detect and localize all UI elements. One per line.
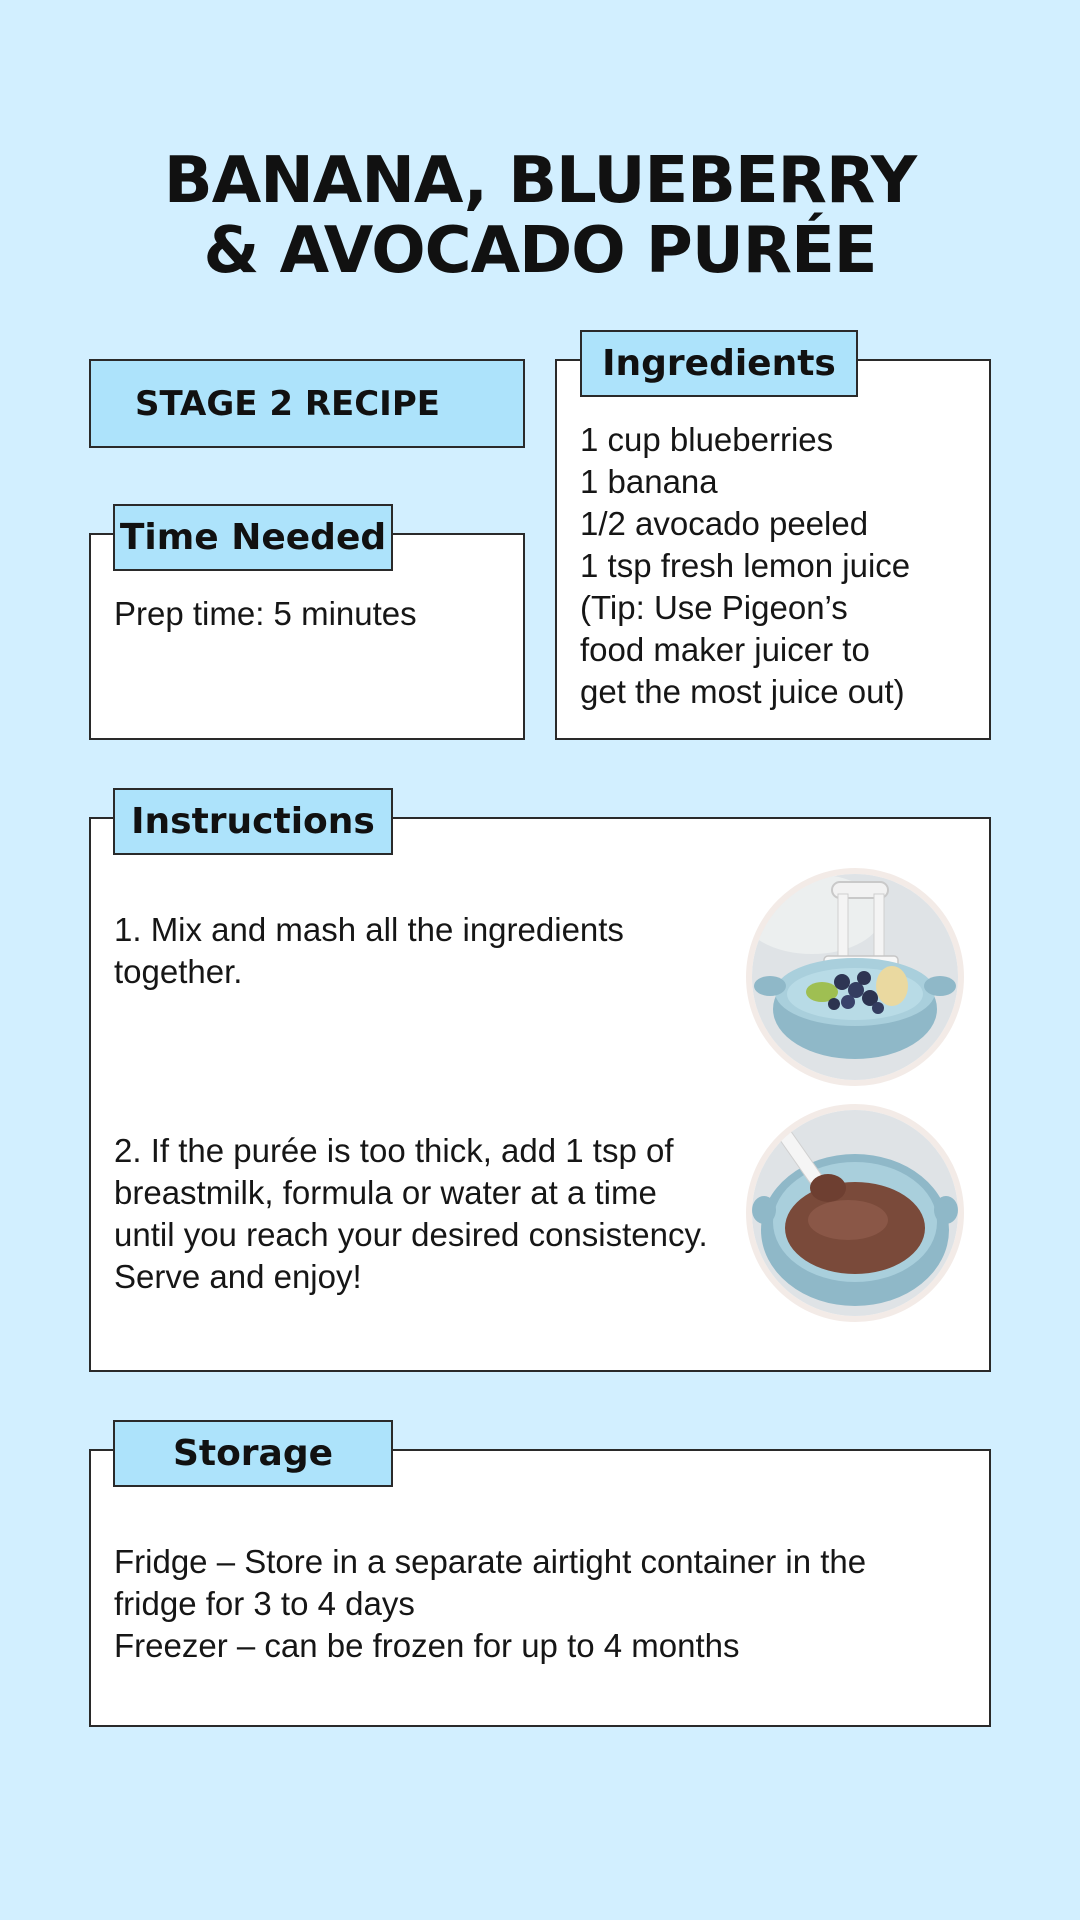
page-title: [0, 146, 1080, 286]
instruction-step-2: [114, 1130, 708, 1298]
time-needed-heading: [113, 504, 393, 571]
ingredient-item: 1 cup blueberries: [580, 421, 834, 458]
stage-label: STAGE 2 RECIPE: [135, 383, 440, 424]
ingredient-tip: food maker juicer to: [580, 631, 870, 668]
step-2-line: until you reach your desired consistency.: [114, 1216, 708, 1253]
puree-photo: [746, 1104, 964, 1322]
ingredient-tip: get the most juice out): [580, 673, 905, 710]
instruction-step-1: [114, 909, 624, 993]
ingredients-heading-text: Ingredients: [602, 343, 836, 384]
ingredient-item: 1 tsp fresh lemon juice: [580, 547, 911, 584]
storage-heading: [113, 1420, 393, 1487]
prep-time-text: Prep time: 5 minutes: [114, 595, 417, 632]
step-1-line: 1. Mix and mash all the ingredients: [114, 911, 624, 948]
instructions-heading-text: Instructions: [131, 801, 375, 842]
ingredient-item: 1 banana: [580, 463, 718, 500]
storage-line-fridge: Fridge – Store in a separate airtight container in the: [114, 1543, 867, 1580]
ingredient-tip: (Tip: Use Pigeon’s: [580, 589, 848, 626]
title-line-1: BANANA, BLUEBERRY: [163, 144, 917, 218]
ingredients-heading: [580, 330, 858, 397]
storage-line-fridge-days: fridge for 3 to 4 days: [114, 1585, 415, 1622]
stage-badge: [89, 359, 525, 448]
mashing-photo: [746, 868, 964, 1086]
step-2-line: 2. If the purée is too thick, add 1 tsp of: [114, 1132, 674, 1169]
title-line-2: & AVOCADO PURÉE: [203, 214, 877, 288]
step-1-line: together.: [114, 953, 243, 990]
step-2-line: Serve and enjoy!: [114, 1258, 362, 1295]
ingredient-item: 1/2 avocado peeled: [580, 505, 869, 542]
ingredients-list: [580, 419, 910, 713]
step-2-line: breastmilk, formula or water at a time: [114, 1174, 657, 1211]
time-needed-heading-text: Time Needed: [119, 517, 387, 558]
storage-text: [114, 1541, 866, 1667]
storage-heading-text: Storage: [172, 1433, 334, 1474]
instructions-heading: [113, 788, 393, 855]
storage-line-freezer: Freezer – can be frozen for up to 4 months: [114, 1627, 740, 1664]
